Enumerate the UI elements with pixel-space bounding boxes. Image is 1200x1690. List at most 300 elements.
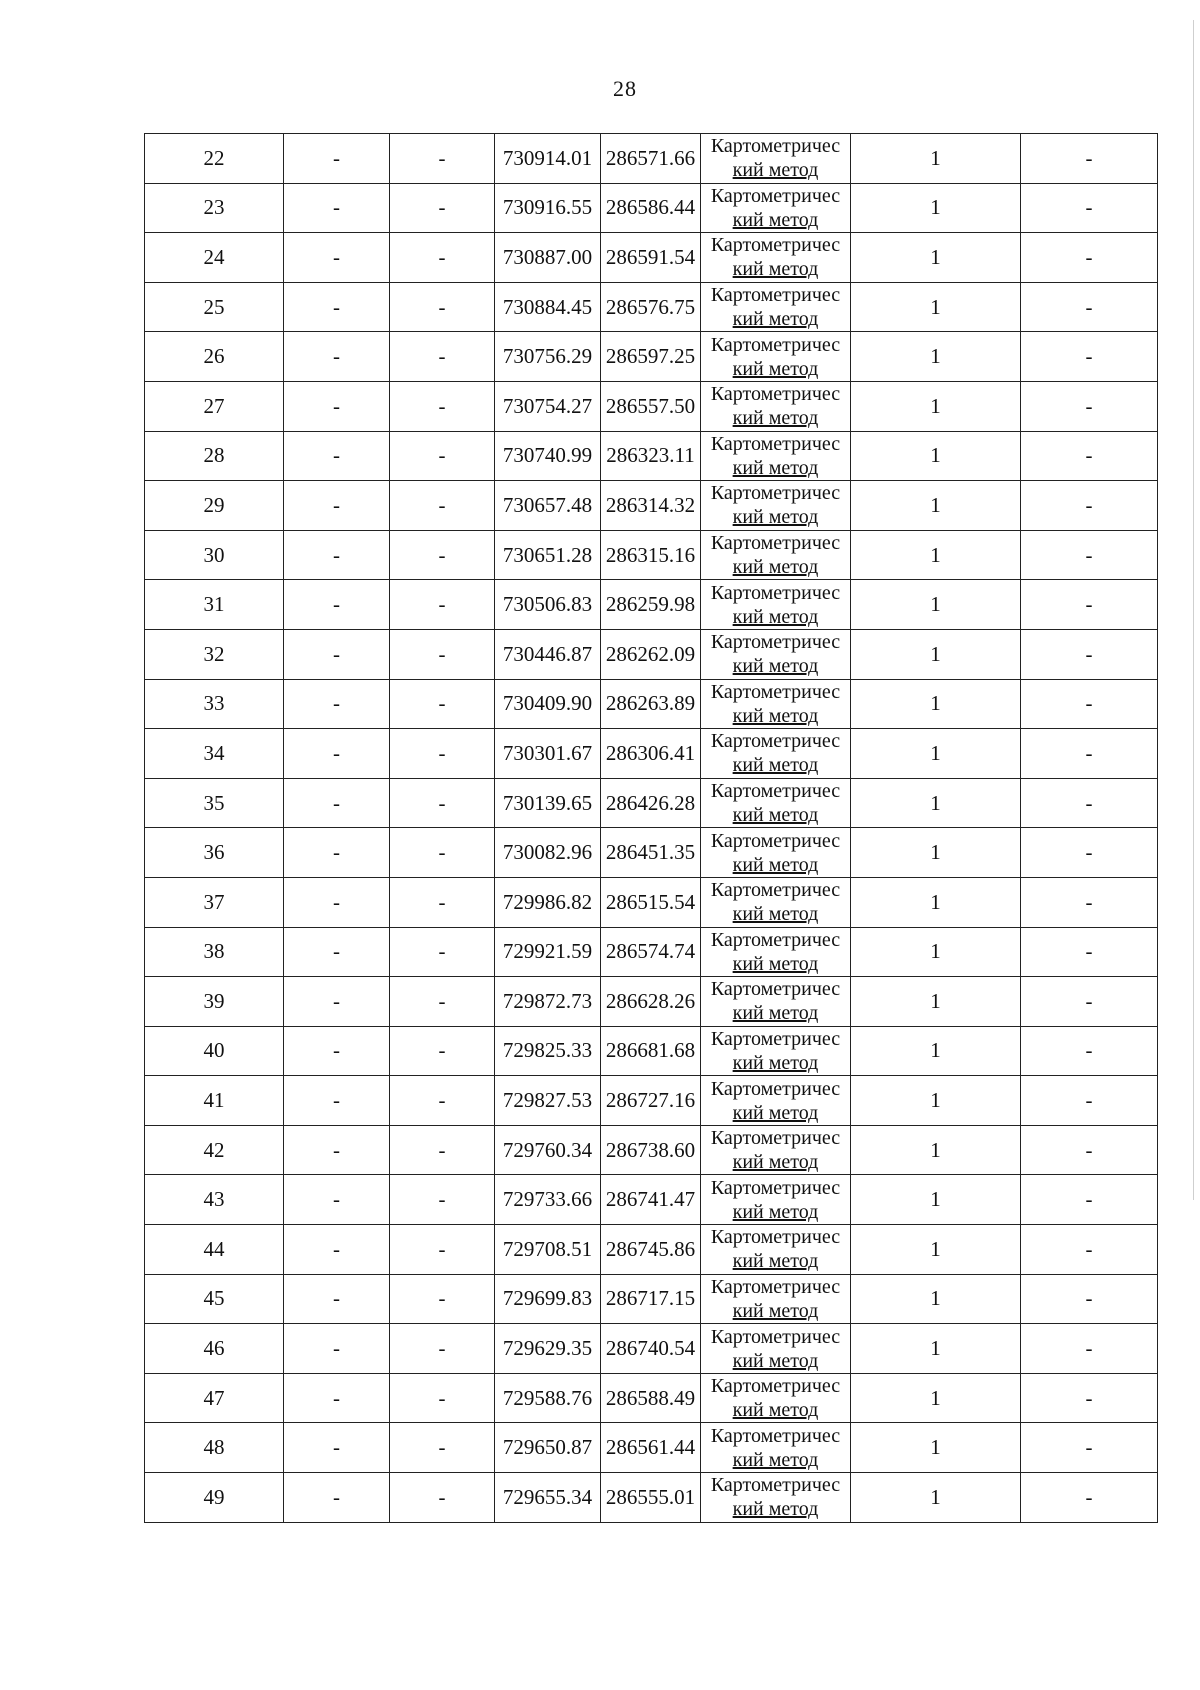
- method-line-2: кий метод: [732, 1200, 819, 1223]
- method-line-2: кий метод: [732, 804, 819, 827]
- dash-cell-2: -: [390, 877, 495, 927]
- value-cell: 1: [851, 1225, 1021, 1275]
- point-number-cell: 27: [145, 381, 284, 431]
- last-dash-cell: -: [1021, 1175, 1158, 1225]
- value-cell: 1: [851, 332, 1021, 382]
- x-coordinate-cell: 730914.01: [495, 134, 601, 184]
- dash-cell-2: -: [390, 629, 495, 679]
- dash-cell-1: -: [284, 778, 390, 828]
- method-line-1: Картометричес: [710, 284, 841, 307]
- table-row: [145, 580, 1158, 630]
- method-cell: [701, 1423, 851, 1473]
- dash-cell-2: -: [390, 580, 495, 630]
- table-row: [145, 828, 1158, 878]
- dash-cell-2: -: [390, 1225, 495, 1275]
- dash-cell-2: -: [390, 1076, 495, 1126]
- table-row: [145, 729, 1158, 779]
- point-number-cell: 36: [145, 828, 284, 878]
- x-coordinate-cell: 730139.65: [495, 778, 601, 828]
- dash-cell-2: -: [390, 1026, 495, 1076]
- y-coordinate-cell: 286740.54: [601, 1324, 701, 1374]
- table-row: [145, 481, 1158, 531]
- method-line-2: кий метод: [732, 556, 819, 579]
- last-dash-cell: -: [1021, 580, 1158, 630]
- dash-cell-1: -: [284, 1225, 390, 1275]
- value-cell: 1: [851, 1274, 1021, 1324]
- point-number-cell: 43: [145, 1175, 284, 1225]
- method-cell: [701, 332, 851, 382]
- dash-cell-1: -: [284, 1125, 390, 1175]
- x-coordinate-cell: 729699.83: [495, 1274, 601, 1324]
- method-line-1: Картометричес: [710, 532, 841, 555]
- method-cell: [701, 431, 851, 481]
- dash-cell-2: -: [390, 1175, 495, 1225]
- method-cell: [701, 1125, 851, 1175]
- method-line-2: кий метод: [732, 903, 819, 926]
- method-cell: [701, 1076, 851, 1126]
- point-number-cell: 30: [145, 530, 284, 580]
- method-cell: [701, 1175, 851, 1225]
- value-cell: 1: [851, 729, 1021, 779]
- method-line-2: кий метод: [732, 1299, 819, 1322]
- y-coordinate-cell: 286588.49: [601, 1373, 701, 1423]
- method-line-2: кий метод: [732, 704, 819, 727]
- x-coordinate-cell: 729825.33: [495, 1026, 601, 1076]
- method-line-2: кий метод: [732, 1101, 819, 1124]
- y-coordinate-cell: 286306.41: [601, 729, 701, 779]
- method-cell: [701, 233, 851, 283]
- method-line-1: Картометричес: [710, 1325, 841, 1348]
- method-line-1: Картометричес: [710, 432, 841, 455]
- point-number-cell: 35: [145, 778, 284, 828]
- table-row: [145, 1076, 1158, 1126]
- last-dash-cell: -: [1021, 1125, 1158, 1175]
- dash-cell-1: -: [284, 1473, 390, 1523]
- x-coordinate-cell: 730754.27: [495, 381, 601, 431]
- y-coordinate-cell: 286262.09: [601, 629, 701, 679]
- method-line-2: кий метод: [732, 1399, 819, 1422]
- point-number-cell: 31: [145, 580, 284, 630]
- point-number-cell: 46: [145, 1324, 284, 1374]
- last-dash-cell: -: [1021, 679, 1158, 729]
- method-cell: [701, 1373, 851, 1423]
- last-dash-cell: -: [1021, 1274, 1158, 1324]
- method-cell: [701, 530, 851, 580]
- method-line-1: Картометричес: [710, 1375, 841, 1398]
- point-number-cell: 37: [145, 877, 284, 927]
- x-coordinate-cell: 729733.66: [495, 1175, 601, 1225]
- dash-cell-2: -: [390, 679, 495, 729]
- value-cell: 1: [851, 778, 1021, 828]
- x-coordinate-cell: 730887.00: [495, 233, 601, 283]
- table-row: [145, 877, 1158, 927]
- table-body: [145, 134, 1158, 1523]
- point-number-cell: 47: [145, 1373, 284, 1423]
- x-coordinate-cell: 730409.90: [495, 679, 601, 729]
- method-line-1: Картометричес: [710, 879, 841, 902]
- x-coordinate-cell: 730916.55: [495, 183, 601, 233]
- table-row: [145, 183, 1158, 233]
- dash-cell-1: -: [284, 580, 390, 630]
- method-cell: [701, 134, 851, 184]
- y-coordinate-cell: 286259.98: [601, 580, 701, 630]
- last-dash-cell: -: [1021, 381, 1158, 431]
- last-dash-cell: -: [1021, 431, 1158, 481]
- table-row: [145, 332, 1158, 382]
- dash-cell-2: -: [390, 134, 495, 184]
- y-coordinate-cell: 286738.60: [601, 1125, 701, 1175]
- dash-cell-2: -: [390, 828, 495, 878]
- last-dash-cell: -: [1021, 1076, 1158, 1126]
- value-cell: 1: [851, 134, 1021, 184]
- method-line-1: Картометричес: [710, 1127, 841, 1150]
- table-row: [145, 1324, 1158, 1374]
- method-line-2: кий метод: [732, 853, 819, 876]
- value-cell: 1: [851, 927, 1021, 977]
- dash-cell-1: -: [284, 1175, 390, 1225]
- point-number-cell: 42: [145, 1125, 284, 1175]
- method-line-2: кий метод: [732, 456, 819, 479]
- y-coordinate-cell: 286561.44: [601, 1423, 701, 1473]
- table-row: [145, 134, 1158, 184]
- method-line-1: Картометричес: [710, 1275, 841, 1298]
- method-line-1: Картометричес: [710, 1027, 841, 1050]
- page-number: 28: [613, 76, 637, 101]
- dash-cell-2: -: [390, 431, 495, 481]
- point-number-cell: 39: [145, 977, 284, 1027]
- table-row: [145, 381, 1158, 431]
- method-cell: [701, 183, 851, 233]
- point-number-cell: 44: [145, 1225, 284, 1275]
- value-cell: 1: [851, 977, 1021, 1027]
- dash-cell-1: -: [284, 381, 390, 431]
- method-line-2: кий метод: [732, 754, 819, 777]
- y-coordinate-cell: 286263.89: [601, 679, 701, 729]
- method-line-1: Картометричес: [710, 1176, 841, 1199]
- method-cell: [701, 1473, 851, 1523]
- y-coordinate-cell: 286557.50: [601, 381, 701, 431]
- table-row: [145, 1423, 1158, 1473]
- method-cell: [701, 481, 851, 531]
- y-coordinate-cell: 286574.74: [601, 927, 701, 977]
- y-coordinate-cell: 286745.86: [601, 1225, 701, 1275]
- last-dash-cell: -: [1021, 134, 1158, 184]
- x-coordinate-cell: 729760.34: [495, 1125, 601, 1175]
- last-dash-cell: -: [1021, 1473, 1158, 1523]
- method-cell: [701, 877, 851, 927]
- method-line-2: кий метод: [732, 208, 819, 231]
- method-line-2: кий метод: [732, 506, 819, 529]
- y-coordinate-cell: 286597.25: [601, 332, 701, 382]
- y-coordinate-cell: 286451.35: [601, 828, 701, 878]
- method-line-2: кий метод: [732, 1448, 819, 1471]
- table-row: [145, 778, 1158, 828]
- x-coordinate-cell: 729921.59: [495, 927, 601, 977]
- dash-cell-2: -: [390, 481, 495, 531]
- table-row: [145, 233, 1158, 283]
- last-dash-cell: -: [1021, 1026, 1158, 1076]
- dash-cell-1: -: [284, 1373, 390, 1423]
- method-line-1: Картометричес: [710, 631, 841, 654]
- y-coordinate-cell: 286555.01: [601, 1473, 701, 1523]
- dash-cell-1: -: [284, 332, 390, 382]
- table-row: [145, 1175, 1158, 1225]
- table-row: [145, 977, 1158, 1027]
- table-row: [145, 927, 1158, 977]
- table-row: [145, 1373, 1158, 1423]
- value-cell: 1: [851, 679, 1021, 729]
- point-number-cell: 38: [145, 927, 284, 977]
- dash-cell-1: -: [284, 431, 390, 481]
- dash-cell-1: -: [284, 927, 390, 977]
- method-line-2: кий метод: [732, 1349, 819, 1372]
- last-dash-cell: -: [1021, 282, 1158, 332]
- method-line-1: Картометричес: [710, 333, 841, 356]
- method-line-1: Картометричес: [710, 184, 841, 207]
- last-dash-cell: -: [1021, 481, 1158, 531]
- table-row: [145, 431, 1158, 481]
- table-row: [145, 679, 1158, 729]
- method-line-2: кий метод: [732, 1002, 819, 1025]
- dash-cell-1: -: [284, 134, 390, 184]
- value-cell: 1: [851, 828, 1021, 878]
- point-number-cell: 45: [145, 1274, 284, 1324]
- y-coordinate-cell: 286323.11: [601, 431, 701, 481]
- value-cell: 1: [851, 1076, 1021, 1126]
- last-dash-cell: -: [1021, 828, 1158, 878]
- method-line-2: кий метод: [732, 258, 819, 281]
- method-cell: [701, 1274, 851, 1324]
- table-row: [145, 629, 1158, 679]
- method-cell: [701, 381, 851, 431]
- y-coordinate-cell: 286571.66: [601, 134, 701, 184]
- x-coordinate-cell: 730301.67: [495, 729, 601, 779]
- method-line-1: Картометричес: [710, 1226, 841, 1249]
- dash-cell-1: -: [284, 1026, 390, 1076]
- method-cell: [701, 828, 851, 878]
- x-coordinate-cell: 729708.51: [495, 1225, 601, 1275]
- scan-margin-line: [1193, 20, 1194, 1200]
- value-cell: 1: [851, 1473, 1021, 1523]
- value-cell: 1: [851, 629, 1021, 679]
- last-dash-cell: -: [1021, 530, 1158, 580]
- method-line-2: кий метод: [732, 159, 819, 182]
- method-line-1: Картометричес: [710, 829, 841, 852]
- y-coordinate-cell: 286515.54: [601, 877, 701, 927]
- x-coordinate-cell: 729655.34: [495, 1473, 601, 1523]
- y-coordinate-cell: 286681.68: [601, 1026, 701, 1076]
- value-cell: 1: [851, 1324, 1021, 1374]
- dash-cell-2: -: [390, 778, 495, 828]
- method-line-2: кий метод: [732, 357, 819, 380]
- coordinates-table: [144, 133, 1158, 1523]
- y-coordinate-cell: 286576.75: [601, 282, 701, 332]
- value-cell: 1: [851, 431, 1021, 481]
- point-number-cell: 49: [145, 1473, 284, 1523]
- method-line-1: Картометричес: [710, 581, 841, 604]
- method-line-1: Картометричес: [710, 383, 841, 406]
- method-cell: [701, 1324, 851, 1374]
- point-number-cell: 26: [145, 332, 284, 382]
- dash-cell-2: -: [390, 1373, 495, 1423]
- value-cell: 1: [851, 1175, 1021, 1225]
- dash-cell-2: -: [390, 927, 495, 977]
- method-cell: [701, 282, 851, 332]
- y-coordinate-cell: 286727.16: [601, 1076, 701, 1126]
- point-number-cell: 33: [145, 679, 284, 729]
- method-line-1: Картометричес: [710, 135, 841, 158]
- dash-cell-2: -: [390, 381, 495, 431]
- method-line-2: кий метод: [732, 407, 819, 430]
- x-coordinate-cell: 730756.29: [495, 332, 601, 382]
- value-cell: 1: [851, 530, 1021, 580]
- dash-cell-1: -: [284, 481, 390, 531]
- point-number-cell: 24: [145, 233, 284, 283]
- method-cell: [701, 977, 851, 1027]
- dash-cell-1: -: [284, 1274, 390, 1324]
- y-coordinate-cell: 286586.44: [601, 183, 701, 233]
- table-row: [145, 1225, 1158, 1275]
- point-number-cell: 25: [145, 282, 284, 332]
- point-number-cell: 28: [145, 431, 284, 481]
- method-line-2: кий метод: [732, 1498, 819, 1521]
- method-line-1: Картометричес: [710, 978, 841, 1001]
- dash-cell-2: -: [390, 332, 495, 382]
- x-coordinate-cell: 730884.45: [495, 282, 601, 332]
- dash-cell-1: -: [284, 828, 390, 878]
- point-number-cell: 40: [145, 1026, 284, 1076]
- method-line-1: Картометричес: [710, 1424, 841, 1447]
- y-coordinate-cell: 286591.54: [601, 233, 701, 283]
- value-cell: 1: [851, 580, 1021, 630]
- dash-cell-1: -: [284, 233, 390, 283]
- method-line-1: Картометричес: [710, 680, 841, 703]
- x-coordinate-cell: 729588.76: [495, 1373, 601, 1423]
- point-number-cell: 34: [145, 729, 284, 779]
- dash-cell-2: -: [390, 1125, 495, 1175]
- last-dash-cell: -: [1021, 332, 1158, 382]
- y-coordinate-cell: 286741.47: [601, 1175, 701, 1225]
- method-line-1: Картометричес: [710, 730, 841, 753]
- dash-cell-2: -: [390, 1324, 495, 1374]
- y-coordinate-cell: 286426.28: [601, 778, 701, 828]
- method-cell: [701, 927, 851, 977]
- x-coordinate-cell: 729650.87: [495, 1423, 601, 1473]
- x-coordinate-cell: 730651.28: [495, 530, 601, 580]
- method-cell: [701, 679, 851, 729]
- table-row: [145, 1274, 1158, 1324]
- x-coordinate-cell: 729986.82: [495, 877, 601, 927]
- point-number-cell: 41: [145, 1076, 284, 1126]
- method-cell: [701, 629, 851, 679]
- method-line-2: кий метод: [732, 605, 819, 628]
- value-cell: 1: [851, 233, 1021, 283]
- dash-cell-1: -: [284, 877, 390, 927]
- y-coordinate-cell: 286315.16: [601, 530, 701, 580]
- point-number-cell: 48: [145, 1423, 284, 1473]
- point-number-cell: 32: [145, 629, 284, 679]
- dash-cell-1: -: [284, 629, 390, 679]
- dash-cell-1: -: [284, 729, 390, 779]
- method-line-1: Картометричес: [710, 234, 841, 257]
- x-coordinate-cell: 730082.96: [495, 828, 601, 878]
- table-row: [145, 1026, 1158, 1076]
- dash-cell-1: -: [284, 1423, 390, 1473]
- last-dash-cell: -: [1021, 877, 1158, 927]
- method-line-2: кий метод: [732, 952, 819, 975]
- method-cell: [701, 778, 851, 828]
- method-line-2: кий метод: [732, 655, 819, 678]
- table-row: [145, 530, 1158, 580]
- point-number-cell: 22: [145, 134, 284, 184]
- last-dash-cell: -: [1021, 233, 1158, 283]
- dash-cell-1: -: [284, 530, 390, 580]
- method-line-1: Картометричес: [710, 1077, 841, 1100]
- method-cell: [701, 1026, 851, 1076]
- last-dash-cell: -: [1021, 1423, 1158, 1473]
- dash-cell-2: -: [390, 530, 495, 580]
- value-cell: 1: [851, 183, 1021, 233]
- value-cell: 1: [851, 481, 1021, 531]
- method-line-2: кий метод: [732, 308, 819, 331]
- table-row: [145, 1125, 1158, 1175]
- value-cell: 1: [851, 1026, 1021, 1076]
- value-cell: 1: [851, 1423, 1021, 1473]
- last-dash-cell: -: [1021, 927, 1158, 977]
- method-line-1: Картометричес: [710, 482, 841, 505]
- last-dash-cell: -: [1021, 729, 1158, 779]
- dash-cell-1: -: [284, 282, 390, 332]
- point-number-cell: 23: [145, 183, 284, 233]
- dash-cell-1: -: [284, 679, 390, 729]
- last-dash-cell: -: [1021, 977, 1158, 1027]
- method-cell: [701, 580, 851, 630]
- y-coordinate-cell: 286314.32: [601, 481, 701, 531]
- dash-cell-1: -: [284, 1076, 390, 1126]
- method-line-1: Картометричес: [710, 1474, 841, 1497]
- dash-cell-2: -: [390, 1473, 495, 1523]
- dash-cell-2: -: [390, 183, 495, 233]
- method-cell: [701, 729, 851, 779]
- value-cell: 1: [851, 282, 1021, 332]
- last-dash-cell: -: [1021, 1373, 1158, 1423]
- x-coordinate-cell: 729872.73: [495, 977, 601, 1027]
- last-dash-cell: -: [1021, 1324, 1158, 1374]
- dash-cell-1: -: [284, 1324, 390, 1374]
- method-cell: [701, 1225, 851, 1275]
- x-coordinate-cell: 729827.53: [495, 1076, 601, 1126]
- dash-cell-2: -: [390, 282, 495, 332]
- table-row: [145, 282, 1158, 332]
- x-coordinate-cell: 730506.83: [495, 580, 601, 630]
- x-coordinate-cell: 729629.35: [495, 1324, 601, 1374]
- last-dash-cell: -: [1021, 629, 1158, 679]
- dash-cell-2: -: [390, 233, 495, 283]
- dash-cell-2: -: [390, 729, 495, 779]
- dash-cell-2: -: [390, 977, 495, 1027]
- y-coordinate-cell: 286717.15: [601, 1274, 701, 1324]
- x-coordinate-cell: 730446.87: [495, 629, 601, 679]
- method-line-2: кий метод: [732, 1051, 819, 1074]
- table-row: [145, 1473, 1158, 1523]
- method-line-2: кий метод: [732, 1250, 819, 1273]
- dash-cell-1: -: [284, 977, 390, 1027]
- last-dash-cell: -: [1021, 778, 1158, 828]
- point-number-cell: 29: [145, 481, 284, 531]
- dash-cell-1: -: [284, 183, 390, 233]
- x-coordinate-cell: 730657.48: [495, 481, 601, 531]
- dash-cell-2: -: [390, 1274, 495, 1324]
